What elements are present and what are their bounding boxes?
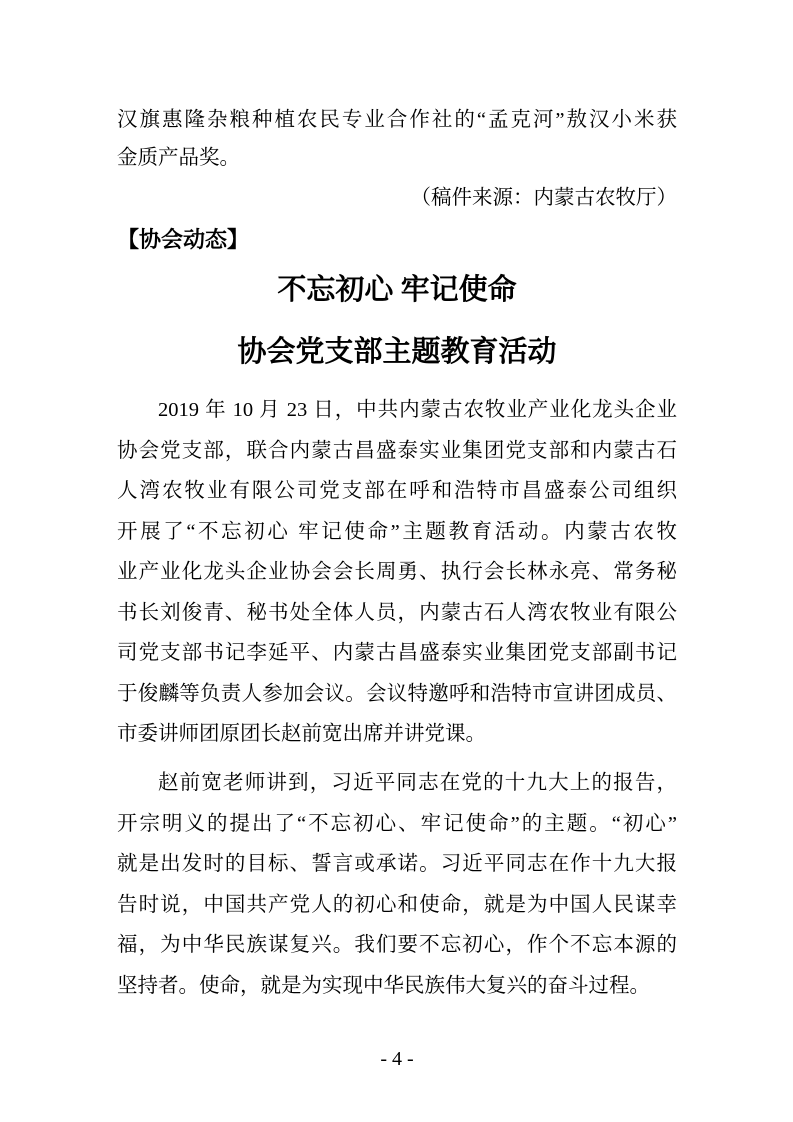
text-line: 开展了“不忘初心 牢记使命”主题教育活动。内蒙古农牧 [117,520,677,543]
section-heading: 【协会动态】 [117,227,250,252]
paragraph-1 [117,390,677,755]
text-line: 金质产品奖。 [117,147,240,169]
text-line: 坚持者。使命，就是为实现中华民族伟大复兴的奋斗过程。 [117,974,650,997]
text-line: 书长刘俊青、秘书处全体人员，内蒙古石人湾农牧业有限公 [117,601,677,624]
text-line: 业产业化龙头企业协会会长周勇、执行会长林永亮、常务秘 [117,561,677,583]
text-line: 开宗明义的提出了“不忘初心、牢记使命”的主题。“初心” [117,812,677,835]
text-line: 就是出发时的目标、誓言或承诺。习近平同志在作十九大报 [117,853,677,875]
text-line: 2019 年 10 月 23 日，中共内蒙古农牧业产业化龙头企业 [158,399,677,421]
text-line: 汉旗惠隆杂粮种植农民专业合作社的“孟克河”敖汉小米获 [117,109,677,131]
article-title-line2: 协会党支部主题教育活动 [237,336,557,368]
text-line: 福，为中华民族谋复兴。我们要不忘初心，作个不忘本源的 [117,934,677,956]
page-number: - 4 - [380,1048,414,1070]
text-line: 人湾农牧业有限公司党支部在呼和浩特市昌盛泰公司组织 [117,480,677,502]
continued-paragraph [117,101,677,177]
text-line: 市委讲师团原团长赵前宽出席并讲党课。 [117,723,486,745]
source-credit: （稿件来源：内蒙古农牧厅） [410,187,677,209]
text-line: 协会党支部，联合内蒙古昌盛泰实业集团党支部和内蒙古石 [117,439,677,462]
article-title-line1: 不忘初心 牢记使命 [277,274,517,306]
paragraph-2 [117,763,677,1006]
text-line: 于俊麟等负责人参加会议。会议特邀呼和浩特市宣讲团成员、 [117,682,677,705]
text-line: 赵前宽老师讲到，习近平同志在党的十九大上的报告， [158,772,677,794]
text-line: 司党支部书记李延平、内蒙古昌盛泰实业集团党支部副书记 [117,642,677,664]
text-line: 告时说，中国共产党人的初心和使命，就是为中国人民谋幸 [117,893,677,916]
